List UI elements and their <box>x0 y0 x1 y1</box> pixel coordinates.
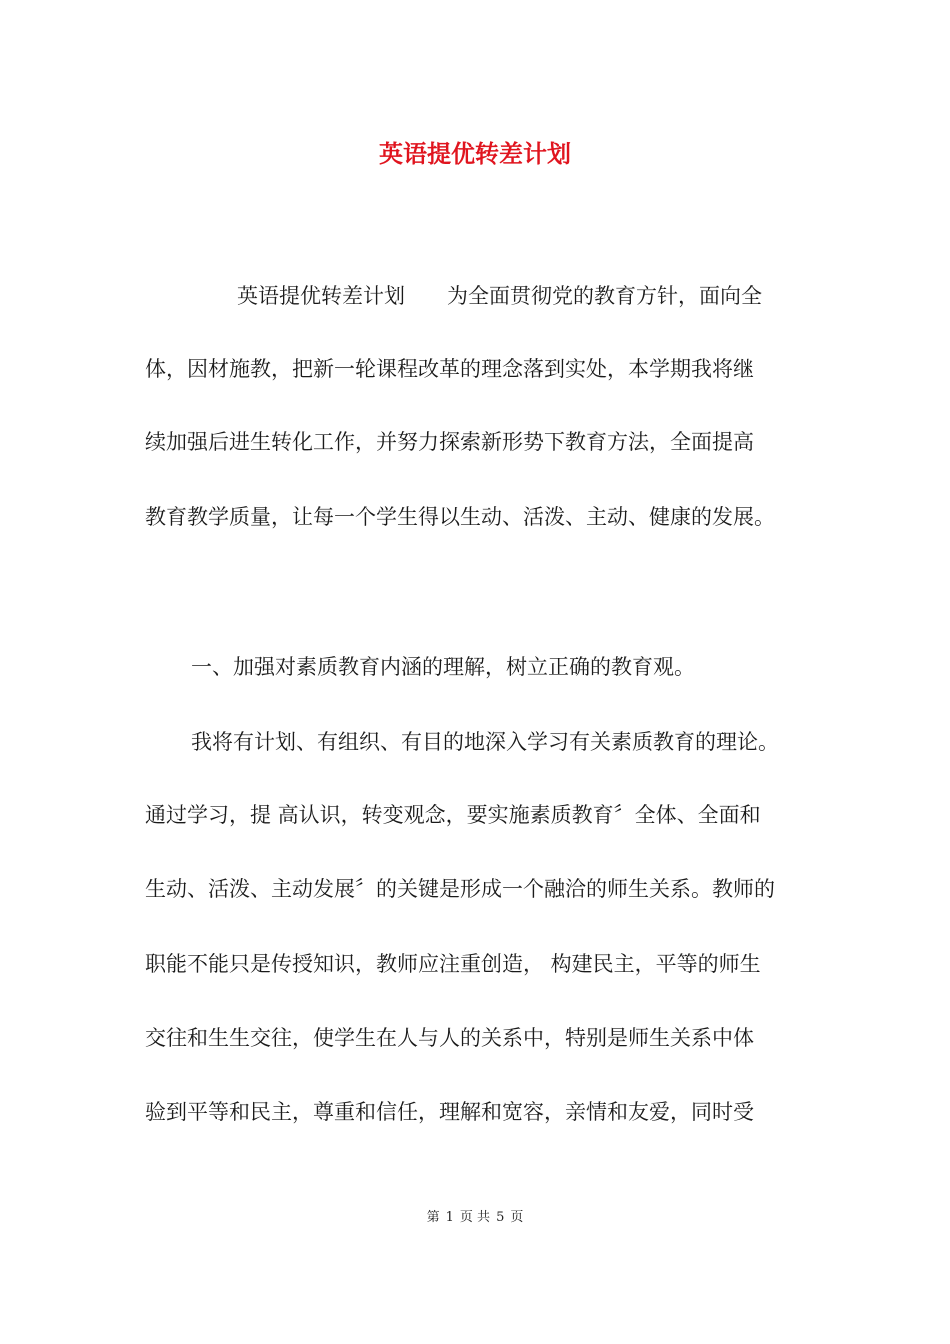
footer-suffix: 页 <box>510 1210 524 1225</box>
paragraph-line-8: 职能不能只是传授知识，教师应注重创造， 构建民主，平等的师生 <box>145 952 761 976</box>
paragraph-line-9: 交往和生生交往，使学生在人与人的关系中，特别是师生关系中体 <box>145 1026 754 1050</box>
document-title: 英语提优转差计划 <box>379 139 571 168</box>
paragraph-line-2: 体，因材施教，把新一轮课程改革的理念落到实处，本学期我将继 <box>145 357 754 381</box>
paragraph-line-10: 验到平等和民主，尊重和信任，理解和宽容，亲情和友爱，同时受 <box>145 1100 754 1124</box>
paragraph-line-5: 我将有计划、有组织、有目的地深入学习有关素质教育的理论。 <box>191 730 779 754</box>
footer-total-pages: 5 <box>496 1210 505 1225</box>
section-heading-1: 一、加强对素质教育内涵的理解，树立正确的教育观。 <box>191 655 695 679</box>
footer-mid: 页 共 <box>459 1210 491 1225</box>
paragraph-line-3: 续加强后进生转化工作，并努力探索新形势下教育方法，全面提高 <box>145 430 754 454</box>
footer-prefix: 第 <box>426 1210 440 1225</box>
paragraph-line-6: 通过学习，提 高认识，转变观念，要实施素质教育〞全体、全面和 <box>145 803 761 827</box>
paragraph-line-4: 教育教学质量，让每一个学生得以生动、活泼、主动、健康的发展。 <box>145 505 775 529</box>
paragraph-line-7: 生动、活泼、主动发展〞的关键是形成一个融洽的师生关系。教师的 <box>145 877 775 901</box>
paragraph-line-1: 英语提优转差计划 为全面贯彻党的教育方针，面向全 <box>237 284 762 308</box>
footer-current-page: 1 <box>445 1210 454 1225</box>
page-footer <box>0 1208 950 1228</box>
